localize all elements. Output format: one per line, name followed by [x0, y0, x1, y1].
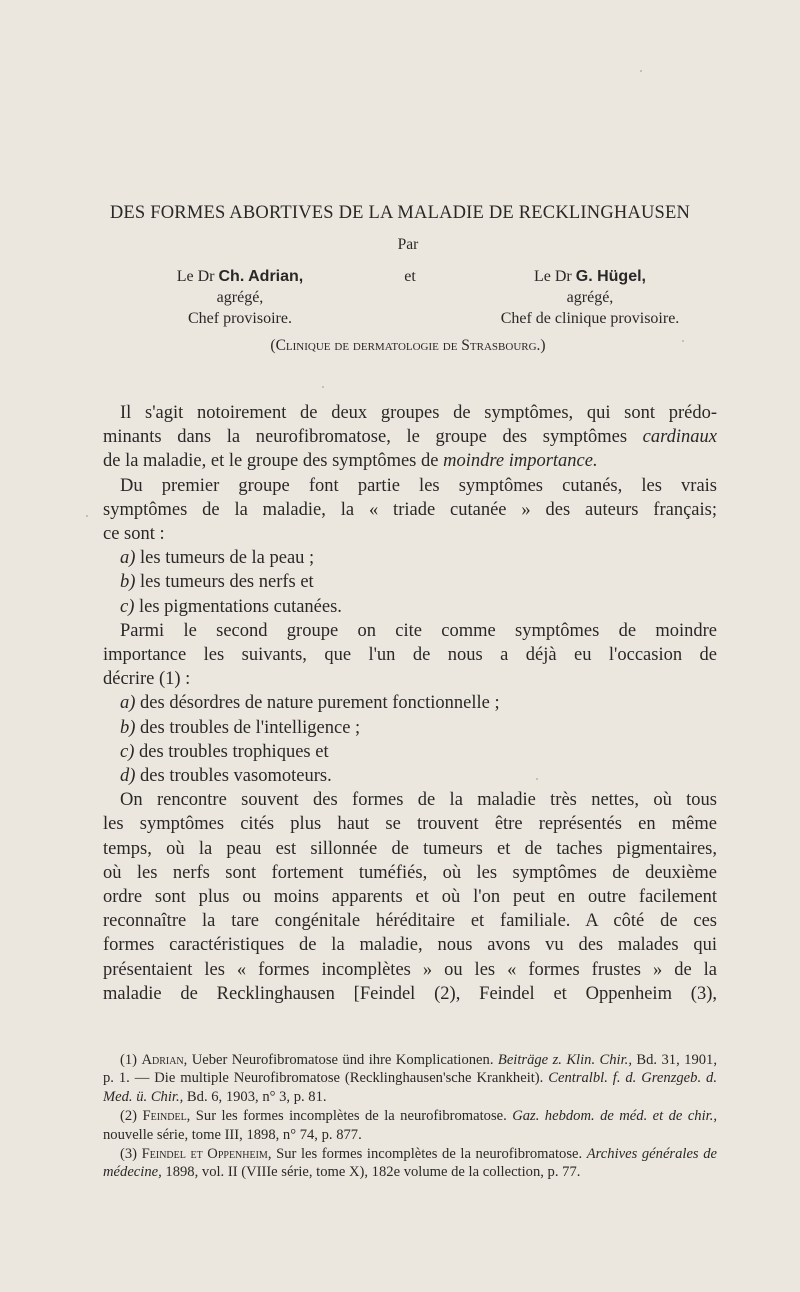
author-1-prefix: Le Dr: [176, 268, 215, 285]
footnote-3: (3) Feindel et Oppenheim, Sur les formes incomplètes de la neurofibromatose. Archives générales de médecine, 1898, vol. II (VIIIe série, tome X), 182e volume de la collection, p. 77.: [103, 1146, 717, 1181]
author-1-role: Chef provisoire.: [188, 310, 292, 327]
author-1-title: agrégé,: [216, 289, 264, 306]
affiliation-cap-1: C: [275, 337, 286, 354]
p2-line-3: ce sont :: [103, 524, 165, 545]
list-item: b) des troubles de l'intelligence ;: [120, 717, 361, 738]
list-item: c) des troubles trophiques et: [120, 741, 329, 762]
p4-line: formes caractéristiques de la maladie, nous avons vu des malades qui: [103, 935, 717, 956]
p4-line: présentaient les « formes incomplètes » ou les « formes frustes » de la: [103, 959, 717, 980]
author-1-name: Ch. Adrian,: [218, 268, 304, 285]
author-2: [470, 266, 710, 329]
p4-line: reconnaître la tare congénitale héréditaire et familiale. A côté de ces: [103, 911, 717, 932]
body-text: [103, 401, 717, 1006]
p4-line: maladie de Recklinghausen [Feindel (2), Feindel et Oppenheim (3),: [103, 983, 717, 1004]
author-2-name: G. Hügel,: [575, 268, 646, 285]
list-item: d) des troubles vasomoteurs.: [120, 766, 332, 787]
p4-line: les symptômes cités plus haut se trouvent être représentés en même: [103, 814, 717, 835]
affiliation: [0, 337, 800, 355]
author-2-role: Chef de clinique provisoire.: [500, 310, 680, 327]
p2-line-1: Du premier groupe font partie les symptômes cutanés, les vrais: [120, 475, 717, 496]
by-line: Par: [397, 236, 419, 253]
p4-line: On rencontre souvent des formes de la maladie très nettes, où tous: [120, 790, 717, 811]
paper-speck: [322, 386, 324, 388]
author-2-prefix: Le Dr: [534, 268, 572, 285]
affiliation-word-2: trasbourg: [469, 337, 537, 354]
p3-line-3: décrire (1) :: [103, 669, 191, 690]
p3-line-2: importance les suivants, que l'un de nous a déjà eu l'occasion de: [103, 645, 717, 666]
affiliation-word-1: linique de dermatologie de: [285, 337, 462, 354]
paper-speck: [640, 70, 642, 72]
list-item: b) les tumeurs des nerfs et: [120, 572, 314, 593]
paper-speck: [536, 778, 538, 780]
p4-line: temps, où la peau est sillonnée de tumeurs et de taches pigmentaires,: [103, 838, 717, 859]
author-2-name-line: [470, 266, 710, 287]
list-item: c) les pigmentations cutanées.: [120, 596, 342, 617]
list-item: a) les tumeurs de la peau ;: [120, 548, 315, 569]
p4-line: où les nerfs sont fortement tuméfiés, où les symptômes de deuxième: [103, 862, 717, 883]
author-conjunction: et: [404, 268, 416, 285]
p4-line: ordre sont plus ou moins apparents et où l'on peut en outre facilement: [103, 887, 717, 908]
paper-speck: [682, 340, 684, 342]
footnotes: [103, 1051, 717, 1183]
list-item: a) des désordres de nature purement fonctionnelle ;: [120, 693, 500, 714]
author-1-name-line: [140, 266, 340, 287]
paper-title: DES FORMES ABORTIVES DE LA MALADIE DE RECKLINGHAUSEN: [109, 203, 691, 223]
author-2-title: agrégé,: [566, 289, 614, 306]
p2-line-2: symptômes de la maladie, la « triade cutanée » des auteurs français;: [103, 499, 717, 520]
p1-line-1: Il s'agit notoirement de deux groupes de symptômes, qui sont prédo-: [120, 403, 717, 423]
p1-line-2: minants dans la neurofibromatose, le groupe des symptômes cardinaux: [103, 427, 717, 448]
footnote-1: (1) Adrian, Ueber Neurofibromatose ünd ihre Komplicationen. Beiträge z. Klin. Chir., Bd. 31, 1901, p. 1. — Die multiple Neurofibromatose (Recklinghausen'sche Krankheit). Centralbl. f. d. Grenzgeb. d. Med. ü. Chir., Bd. 6, 1903, n° 3, p. 81.: [103, 1052, 717, 1105]
affiliation-close: .): [536, 337, 546, 354]
author-1: [140, 266, 340, 329]
paper-speck: [86, 515, 88, 517]
p1-line-3: de la maladie, et le groupe des symptômes de moindre importance.: [103, 451, 598, 472]
footnote-2: (2) Feindel, Sur les formes incomplètes de la neurofibromatose. Gaz. hebdom. de méd. et de chir., nouvelle série, tome III, 1898, n° 74, p. 877.: [103, 1108, 718, 1143]
p3-line-1: Parmi le second groupe on cite comme symptômes de moindre: [120, 620, 717, 641]
affiliation-cap-2: S: [461, 337, 470, 354]
affiliation-open: (: [270, 337, 276, 354]
